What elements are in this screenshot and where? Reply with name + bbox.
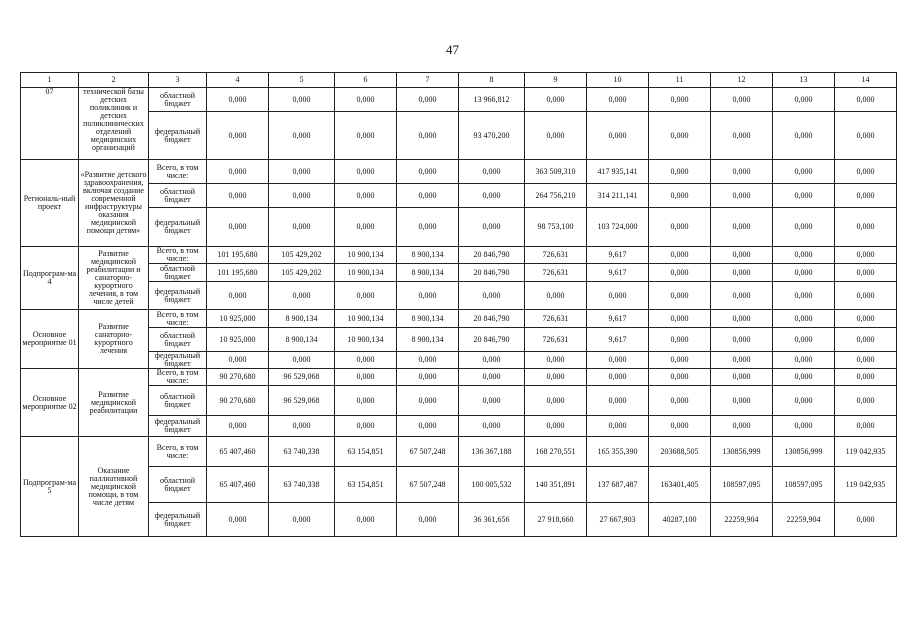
amount-cell: 0,000 [459,352,525,369]
funding-source-cell: федеральный бюджет [149,503,207,537]
table-row [21,416,897,437]
amount-cell: 0,000 [773,369,835,386]
amount-cell: 0,000 [835,369,897,386]
amount-cell: 0,000 [649,247,711,264]
amount-cell: 22259,904 [711,503,773,537]
amount-cell: 0,000 [269,160,335,184]
amount-cell: 63 740,338 [269,467,335,503]
amount-cell: 0,000 [649,352,711,369]
amount-cell: 140 351,891 [525,467,587,503]
amount-cell: 0,000 [397,112,459,160]
amount-cell: 105 429,202 [269,264,335,282]
funding-source-cell: областной бюджет [149,184,207,208]
amount-cell: 0,000 [269,88,335,112]
amount-cell: 0,000 [773,88,835,112]
amount-cell: 0,000 [397,160,459,184]
program-code-cell: Основное мероприятие 02 [21,369,79,437]
amount-cell: 0,000 [649,328,711,352]
funding-source-cell: федеральный бюджет [149,282,207,310]
amount-cell: 8 900,134 [397,247,459,264]
amount-cell: 0,000 [459,416,525,437]
amount-cell: 0,000 [773,282,835,310]
amount-cell: 0,000 [397,282,459,310]
program-code-cell: Подпрограм-ма 5 [21,437,79,537]
program-code-cell: Основное мероприятие 01 [21,310,79,369]
amount-cell: 0,000 [649,112,711,160]
amount-cell: 0,000 [835,88,897,112]
amount-cell: 0,000 [835,386,897,416]
amount-cell: 0,000 [459,369,525,386]
amount-cell: 0,000 [587,386,649,416]
amount-cell: 0,000 [711,310,773,328]
amount-cell: 0,000 [649,160,711,184]
amount-cell: 96 529,068 [269,369,335,386]
amount-cell: 101 195,680 [207,264,269,282]
amount-cell: 726,631 [525,310,587,328]
amount-cell: 0,000 [397,88,459,112]
amount-cell: 0,000 [835,310,897,328]
amount-cell: 0,000 [773,416,835,437]
funding-source-cell: федеральный бюджет [149,112,207,160]
table-row [21,328,897,352]
amount-cell: 0,000 [711,160,773,184]
amount-cell: 0,000 [835,264,897,282]
amount-cell: 165 355,390 [587,437,649,467]
table-row [21,112,897,160]
amount-cell: 0,000 [649,264,711,282]
amount-cell: 0,000 [207,88,269,112]
amount-cell: 0,000 [773,352,835,369]
funding-source-cell: областной бюджет [149,467,207,503]
column-number-row [21,73,897,88]
amount-cell: 65 407,460 [207,437,269,467]
program-name-cell: Оказание паллиативной медицинской помощи, в том числе детям [79,437,149,537]
amount-cell: 0,000 [335,208,397,247]
column-number-header: 4 [207,73,269,88]
amount-cell: 119 042,935 [835,437,897,467]
amount-cell: 105 429,202 [269,247,335,264]
amount-cell: 8 900,134 [269,328,335,352]
amount-cell: 0,000 [587,282,649,310]
amount-cell: 8 900,134 [397,310,459,328]
amount-cell: 0,000 [587,112,649,160]
amount-cell: 8 900,134 [397,328,459,352]
amount-cell: 108597,095 [773,467,835,503]
amount-cell: 0,000 [335,369,397,386]
amount-cell: 0,000 [269,352,335,369]
amount-cell: 0,000 [335,282,397,310]
amount-cell: 0,000 [207,352,269,369]
amount-cell: 9,617 [587,328,649,352]
table-row [21,88,897,112]
amount-cell: 0,000 [773,112,835,160]
amount-cell: 0,000 [587,369,649,386]
amount-cell: 0,000 [525,88,587,112]
amount-cell: 0,000 [335,503,397,537]
amount-cell: 22259,904 [773,503,835,537]
amount-cell: 20 846,790 [459,264,525,282]
column-number-header: 14 [835,73,897,88]
amount-cell: 0,000 [525,282,587,310]
amount-cell: 0,000 [335,184,397,208]
amount-cell: 0,000 [459,160,525,184]
amount-cell: 0,000 [835,328,897,352]
amount-cell: 137 687,487 [587,467,649,503]
program-name-cell: Развитие санаторно-курортного лечения [79,310,149,369]
amount-cell: 0,000 [649,184,711,208]
amount-cell: 0,000 [835,352,897,369]
budget-table [20,72,897,537]
table-row [21,160,897,184]
amount-cell: 163401,405 [649,467,711,503]
amount-cell: 9,617 [587,264,649,282]
amount-cell: 103 724,000 [587,208,649,247]
amount-cell: 0,000 [207,208,269,247]
table-row [21,437,897,467]
column-number-header: 6 [335,73,397,88]
amount-cell: 27 667,903 [587,503,649,537]
amount-cell: 0,000 [397,416,459,437]
amount-cell: 0,000 [835,247,897,264]
amount-cell: 10 900,134 [335,310,397,328]
funding-source-cell: федеральный бюджет [149,416,207,437]
amount-cell: 10 900,134 [335,264,397,282]
amount-cell: 0,000 [711,208,773,247]
amount-cell: 0,000 [587,352,649,369]
amount-cell: 0,000 [835,160,897,184]
amount-cell: 0,000 [773,247,835,264]
amount-cell: 0,000 [397,352,459,369]
table-row [21,310,897,328]
amount-cell: 0,000 [587,416,649,437]
amount-cell: 98 753,100 [525,208,587,247]
amount-cell: 0,000 [711,88,773,112]
table-row [21,264,897,282]
amount-cell: 0,000 [459,184,525,208]
column-number-header: 1 [21,73,79,88]
amount-cell: 0,000 [397,208,459,247]
program-code-cell: 07 [21,88,79,160]
table-row [21,352,897,369]
funding-source-cell: областной бюджет [149,328,207,352]
amount-cell: 0,000 [269,503,335,537]
table-row [21,184,897,208]
amount-cell: 67 507,248 [397,467,459,503]
amount-cell: 264 756,210 [525,184,587,208]
amount-cell: 0,000 [773,310,835,328]
funding-source-cell: областной бюджет [149,88,207,112]
amount-cell: 20 846,790 [459,328,525,352]
amount-cell: 10 900,134 [335,247,397,264]
amount-cell: 0,000 [269,282,335,310]
amount-cell: 0,000 [335,416,397,437]
amount-cell: 0,000 [649,88,711,112]
program-name-cell: Развитие медицинской реабилитации и санаторно-курортного лечения, в том числе детей [79,247,149,310]
amount-cell: 203688,505 [649,437,711,467]
amount-cell: 27 918,660 [525,503,587,537]
amount-cell: 0,000 [207,416,269,437]
amount-cell: 0,000 [397,369,459,386]
amount-cell: 93 470,200 [459,112,525,160]
column-number-header: 2 [79,73,149,88]
amount-cell: 0,000 [773,208,835,247]
amount-cell: 0,000 [773,328,835,352]
amount-cell: 65 407,460 [207,467,269,503]
amount-cell: 0,000 [711,386,773,416]
amount-cell: 0,000 [207,160,269,184]
amount-cell: 0,000 [649,310,711,328]
amount-cell: 0,000 [835,282,897,310]
amount-cell: 9,617 [587,247,649,264]
amount-cell: 0,000 [711,352,773,369]
column-number-header: 5 [269,73,335,88]
amount-cell: 0,000 [835,503,897,537]
amount-cell: 10 900,134 [335,328,397,352]
amount-cell: 314 211,141 [587,184,649,208]
amount-cell: 0,000 [711,264,773,282]
amount-cell: 0,000 [711,184,773,208]
amount-cell: 726,631 [525,328,587,352]
amount-cell: 0,000 [397,503,459,537]
amount-cell: 0,000 [269,208,335,247]
amount-cell: 63 154,851 [335,467,397,503]
page-number: 47 [446,42,459,57]
amount-cell: 168 270,551 [525,437,587,467]
amount-cell: 0,000 [835,112,897,160]
amount-cell: 0,000 [207,282,269,310]
table-row [21,467,897,503]
amount-cell: 0,000 [525,386,587,416]
funding-source-cell: федеральный бюджет [149,208,207,247]
amount-cell: 0,000 [773,184,835,208]
column-number-header: 7 [397,73,459,88]
program-name-cell: Развитие медицинской реабилитации [79,369,149,437]
amount-cell: 0,000 [525,369,587,386]
amount-cell: 130856,999 [773,437,835,467]
funding-source-cell: Всего, в том числе: [149,310,207,328]
amount-cell: 0,000 [207,112,269,160]
column-number-header: 3 [149,73,207,88]
funding-source-cell: областной бюджет [149,386,207,416]
table-row [21,208,897,247]
amount-cell: 0,000 [335,386,397,416]
table-row [21,503,897,537]
amount-cell: 101 195,680 [207,247,269,264]
amount-cell: 63 154,851 [335,437,397,467]
amount-cell: 0,000 [773,386,835,416]
program-name-cell: «Развитие детского здравоохранения, включая создание современной инфраструктуры оказания медицинской помощи детям» [79,160,149,247]
table-row [21,247,897,264]
column-number-header: 10 [587,73,649,88]
amount-cell: 8 900,134 [397,264,459,282]
column-number-header: 8 [459,73,525,88]
amount-cell: 0,000 [587,88,649,112]
amount-cell: 0,000 [207,184,269,208]
amount-cell: 0,000 [525,112,587,160]
amount-cell: 0,000 [711,416,773,437]
amount-cell: 0,000 [335,112,397,160]
amount-cell: 0,000 [335,88,397,112]
amount-cell: 9,617 [587,310,649,328]
amount-cell: 67 507,248 [397,437,459,467]
amount-cell: 0,000 [711,247,773,264]
amount-cell: 10 925,000 [207,310,269,328]
column-number-header: 11 [649,73,711,88]
amount-cell: 0,000 [207,503,269,537]
amount-cell: 36 361,656 [459,503,525,537]
amount-cell: 90 270,680 [207,386,269,416]
amount-cell: 100 005,532 [459,467,525,503]
column-number-header: 9 [525,73,587,88]
amount-cell: 90 270,680 [207,369,269,386]
amount-cell: 0,000 [649,208,711,247]
amount-cell: 0,000 [397,386,459,416]
amount-cell: 20 846,790 [459,247,525,264]
amount-cell: 0,000 [269,184,335,208]
amount-cell: 0,000 [835,208,897,247]
program-code-cell: Подпрограм-ма 4 [21,247,79,310]
amount-cell: 0,000 [335,160,397,184]
amount-cell: 0,000 [459,282,525,310]
amount-cell: 0,000 [649,416,711,437]
table-row [21,282,897,310]
funding-source-cell: Всего, в том числе: [149,247,207,264]
amount-cell: 0,000 [649,386,711,416]
amount-cell: 0,000 [711,328,773,352]
funding-source-cell: Всего, в том числе: [149,369,207,386]
funding-source-cell: федеральный бюджет [149,352,207,369]
table-row [21,386,897,416]
funding-source-cell: Всего, в том числе: [149,437,207,467]
amount-cell: 8 900,134 [269,310,335,328]
amount-cell: 0,000 [525,416,587,437]
amount-cell: 0,000 [459,208,525,247]
amount-cell: 0,000 [335,352,397,369]
amount-cell: 0,000 [649,282,711,310]
amount-cell: 40287,100 [649,503,711,537]
amount-cell: 0,000 [525,352,587,369]
amount-cell: 96 529,068 [269,386,335,416]
amount-cell: 417 935,141 [587,160,649,184]
column-number-header: 13 [773,73,835,88]
funding-source-cell: областной бюджет [149,264,207,282]
amount-cell: 726,631 [525,247,587,264]
column-number-header: 12 [711,73,773,88]
amount-cell: 108597,095 [711,467,773,503]
amount-cell: 0,000 [711,369,773,386]
amount-cell: 20 846,790 [459,310,525,328]
program-code-cell: Региональ-ный проект [21,160,79,247]
amount-cell: 726,631 [525,264,587,282]
amount-cell: 63 740,338 [269,437,335,467]
amount-cell: 0,000 [711,282,773,310]
amount-cell: 119 042,935 [835,467,897,503]
table-row [21,369,897,386]
amount-cell: 0,000 [835,184,897,208]
amount-cell: 136 367,188 [459,437,525,467]
amount-cell: 0,000 [397,184,459,208]
program-name-cell: технической базы детских поликлиник и детских поликлинических отделений медицинских организаций [79,88,149,160]
amount-cell: 0,000 [773,160,835,184]
amount-cell: 0,000 [269,416,335,437]
amount-cell: 0,000 [459,386,525,416]
amount-cell: 13 966,812 [459,88,525,112]
amount-cell: 10 925,000 [207,328,269,352]
amount-cell: 0,000 [835,416,897,437]
funding-source-cell: Всего, в том числе: [149,160,207,184]
amount-cell: 0,000 [269,112,335,160]
amount-cell: 363 509,310 [525,160,587,184]
amount-cell: 130856,999 [711,437,773,467]
amount-cell: 0,000 [773,264,835,282]
amount-cell: 0,000 [711,112,773,160]
amount-cell: 0,000 [649,369,711,386]
